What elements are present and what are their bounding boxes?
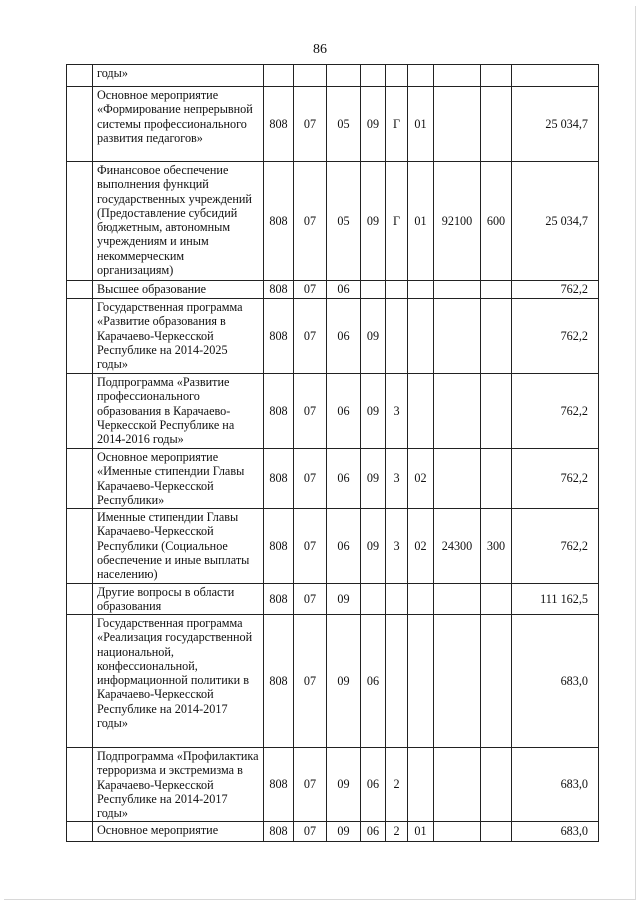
ministry-code: 808 xyxy=(264,822,294,842)
amount xyxy=(512,65,599,87)
amount: 762,2 xyxy=(512,281,599,299)
section-code: 07 xyxy=(294,281,327,299)
item-name: Другие вопросы в области образования xyxy=(93,584,264,615)
program-code: 09 xyxy=(361,374,386,449)
table-row xyxy=(67,374,599,449)
subsection-code: 06 xyxy=(327,509,361,584)
activity-code: 02 xyxy=(408,449,434,509)
direction-code xyxy=(434,584,481,615)
amount: 762,2 xyxy=(512,449,599,509)
expense-type-code: 600 xyxy=(481,162,512,281)
subsection-code xyxy=(327,65,361,87)
direction-code xyxy=(434,299,481,374)
ministry-code: 808 xyxy=(264,281,294,299)
activity-code xyxy=(408,299,434,374)
section-code: 07 xyxy=(294,615,327,748)
subprogram-code: 3 xyxy=(386,509,408,584)
section-code: 07 xyxy=(294,299,327,374)
program-code: 06 xyxy=(361,748,386,822)
item-name: Финансовое обеспечение выполнения функций государственных учреждений (Предоставление субсидий бюджетным, автономным учреждениям и иным некоммерческим организациям) xyxy=(93,162,264,281)
expense-type-code xyxy=(481,374,512,449)
section-code xyxy=(294,65,327,87)
program-code: 09 xyxy=(361,449,386,509)
margin-cell xyxy=(67,65,93,87)
direction-code xyxy=(434,374,481,449)
direction-code xyxy=(434,281,481,299)
activity-code: 01 xyxy=(408,822,434,842)
activity-code: 01 xyxy=(408,87,434,162)
section-code: 07 xyxy=(294,87,327,162)
subsection-code: 05 xyxy=(327,87,361,162)
ministry-code: 808 xyxy=(264,748,294,822)
amount: 683,0 xyxy=(512,748,599,822)
table-row xyxy=(67,87,599,162)
margin-cell xyxy=(67,87,93,162)
activity-code: 01 xyxy=(408,162,434,281)
expense-type-code xyxy=(481,449,512,509)
subsection-code: 06 xyxy=(327,281,361,299)
amount: 111 162,5 xyxy=(512,584,599,615)
margin-cell xyxy=(67,509,93,584)
subprogram-code: 2 xyxy=(386,748,408,822)
table-row xyxy=(67,281,599,299)
page-number: 86 xyxy=(313,42,327,57)
amount: 762,2 xyxy=(512,509,599,584)
expense-type-code xyxy=(481,281,512,299)
item-name: Основное мероприятие xyxy=(93,822,264,842)
program-code: 06 xyxy=(361,822,386,842)
section-code: 07 xyxy=(294,449,327,509)
margin-cell xyxy=(67,281,93,299)
ministry-code: 808 xyxy=(264,449,294,509)
direction-code xyxy=(434,615,481,748)
section-code: 07 xyxy=(294,374,327,449)
subprogram-code xyxy=(386,615,408,748)
ministry-code: 808 xyxy=(264,162,294,281)
amount: 762,2 xyxy=(512,299,599,374)
margin-cell xyxy=(67,449,93,509)
table-row xyxy=(67,449,599,509)
subprogram-code xyxy=(386,65,408,87)
table-row xyxy=(67,65,599,87)
table-row xyxy=(67,615,599,748)
table-row xyxy=(67,748,599,822)
expense-type-code: 300 xyxy=(481,509,512,584)
program-code: 09 xyxy=(361,162,386,281)
direction-code: 24300 xyxy=(434,509,481,584)
margin-cell xyxy=(67,822,93,842)
margin-cell xyxy=(67,615,93,748)
item-name: Государственная программа «Развитие образования в Карачаево-Черкесской Республике на 2014-2025 годы» xyxy=(93,299,264,374)
amount: 683,0 xyxy=(512,822,599,842)
subsection-code: 06 xyxy=(327,299,361,374)
table-row xyxy=(67,509,599,584)
program-code xyxy=(361,584,386,615)
ministry-code: 808 xyxy=(264,584,294,615)
ministry-code xyxy=(264,65,294,87)
program-code xyxy=(361,281,386,299)
expense-type-code xyxy=(481,87,512,162)
subsection-code: 09 xyxy=(327,584,361,615)
section-code: 07 xyxy=(294,162,327,281)
subprogram-code: Г xyxy=(386,162,408,281)
item-name: Подпрограмма «Профилактика терроризма и экстремизма в Карачаево-Черкесской Республике на 2014-2017 годы» xyxy=(93,748,264,822)
amount: 762,2 xyxy=(512,374,599,449)
direction-code xyxy=(434,822,481,842)
amount: 25 034,7 xyxy=(512,87,599,162)
program-code xyxy=(361,65,386,87)
direction-code: 92100 xyxy=(434,162,481,281)
subprogram-code xyxy=(386,299,408,374)
item-name: Именные стипендии Главы Карачаево-Черкесской Республики (Социальное обеспечение и иные выплаты населению) xyxy=(93,509,264,584)
expense-type-code xyxy=(481,584,512,615)
activity-code xyxy=(408,374,434,449)
margin-cell xyxy=(67,299,93,374)
expense-type-code xyxy=(481,822,512,842)
direction-code xyxy=(434,87,481,162)
direction-code xyxy=(434,65,481,87)
item-name: Основное мероприятие «Формирование непрерывной системы профессионального развития педагогов» xyxy=(93,87,264,162)
amount: 25 034,7 xyxy=(512,162,599,281)
expense-type-code xyxy=(481,299,512,374)
margin-cell xyxy=(67,748,93,822)
subsection-code: 09 xyxy=(327,615,361,748)
amount: 683,0 xyxy=(512,615,599,748)
ministry-code: 808 xyxy=(264,299,294,374)
activity-code xyxy=(408,281,434,299)
subsection-code: 09 xyxy=(327,822,361,842)
section-code: 07 xyxy=(294,509,327,584)
margin-cell xyxy=(67,374,93,449)
program-code: 09 xyxy=(361,509,386,584)
ministry-code: 808 xyxy=(264,87,294,162)
subsection-code: 06 xyxy=(327,449,361,509)
item-name: Высшее образование xyxy=(93,281,264,299)
item-name: годы» xyxy=(93,65,264,87)
subprogram-code xyxy=(386,281,408,299)
item-name: Подпрограмма «Развитие профессионального образования в Карачаево-Черкесской Республике на 2014-2016 годы» xyxy=(93,374,264,449)
subprogram-code: Г xyxy=(386,87,408,162)
table-row xyxy=(67,822,599,842)
subprogram-code: 3 xyxy=(386,449,408,509)
expense-type-code xyxy=(481,748,512,822)
activity-code xyxy=(408,748,434,822)
expense-type-code xyxy=(481,65,512,87)
budget-table xyxy=(66,64,599,842)
margin-cell xyxy=(67,584,93,615)
table-row xyxy=(67,162,599,281)
section-code: 07 xyxy=(294,822,327,842)
section-code: 07 xyxy=(294,584,327,615)
table-row xyxy=(67,299,599,374)
subprogram-code xyxy=(386,584,408,615)
subprogram-code: 2 xyxy=(386,822,408,842)
item-name: Государственная программа «Реализация государственной национальной, конфессиональной, информационной политики в Карачаево-Черкесской Республике на 2014-2017 годы» xyxy=(93,615,264,748)
expense-type-code xyxy=(481,615,512,748)
program-code: 06 xyxy=(361,615,386,748)
activity-code xyxy=(408,615,434,748)
section-code: 07 xyxy=(294,748,327,822)
activity-code xyxy=(408,584,434,615)
table-row xyxy=(67,584,599,615)
direction-code xyxy=(434,748,481,822)
subsection-code: 05 xyxy=(327,162,361,281)
ministry-code: 808 xyxy=(264,374,294,449)
subsection-code: 06 xyxy=(327,374,361,449)
subprogram-code: 3 xyxy=(386,374,408,449)
subsection-code: 09 xyxy=(327,748,361,822)
ministry-code: 808 xyxy=(264,509,294,584)
program-code: 09 xyxy=(361,299,386,374)
activity-code: 02 xyxy=(408,509,434,584)
margin-cell xyxy=(67,162,93,281)
item-name: Основное мероприятие «Именные стипендии Главы Карачаево-Черкесской Республики» xyxy=(93,449,264,509)
program-code: 09 xyxy=(361,87,386,162)
activity-code xyxy=(408,65,434,87)
ministry-code: 808 xyxy=(264,615,294,748)
direction-code xyxy=(434,449,481,509)
